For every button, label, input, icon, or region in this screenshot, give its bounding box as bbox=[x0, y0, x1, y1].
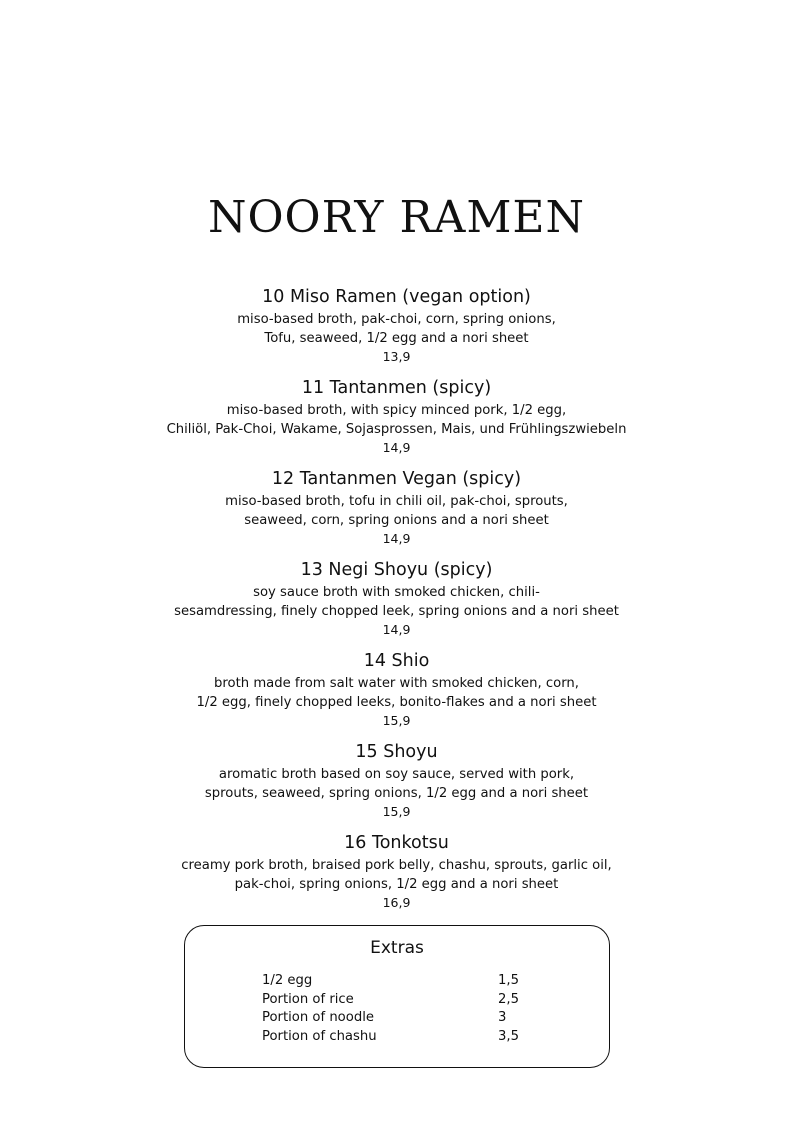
item-name: 13 Negi Shoyu (spicy) bbox=[300, 560, 493, 580]
extras-row bbox=[262, 1028, 542, 1047]
item-price: 14,9 bbox=[382, 622, 411, 637]
menu-item-tantanmen bbox=[0, 374, 793, 465]
item-description-line: 1/2 egg, finely chopped leeks, bonito-flakes and a nori sheet bbox=[196, 694, 597, 710]
item-description-line: pak-choi, spring onions, 1/2 egg and a nori sheet bbox=[234, 876, 559, 892]
item-description-line: sprouts, seaweed, spring onions, 1/2 egg and a nori sheet bbox=[204, 785, 589, 801]
menu-item-miso-ramen bbox=[0, 283, 793, 374]
extra-price: 1,5 bbox=[498, 973, 519, 988]
ramen-menu bbox=[0, 283, 793, 920]
extra-name: Portion of rice bbox=[262, 991, 354, 1007]
menu-item-tonkotsu bbox=[0, 829, 793, 920]
item-description-line: Chiliöl, Pak-Choi, Wakame, Sojasprossen, Mais, und Frühlingszwiebeln bbox=[166, 421, 627, 437]
extra-name: Portion of chashu bbox=[262, 1028, 377, 1044]
item-description-line: Tofu, seaweed, 1/2 egg and a nori sheet bbox=[264, 330, 529, 346]
extra-price: 3,5 bbox=[498, 1028, 519, 1044]
item-price: 13,9 bbox=[382, 349, 411, 364]
item-name: 15 Shoyu bbox=[355, 742, 438, 762]
item-description-line: sesamdressing, finely chopped leek, spring onions and a nori sheet bbox=[174, 603, 619, 619]
extras-box bbox=[184, 925, 610, 1068]
extras-title: Extras bbox=[370, 938, 424, 958]
extra-name: 1/2 egg bbox=[262, 973, 313, 988]
item-description-line: miso-based broth, with spicy minced pork, 1/2 egg, bbox=[226, 403, 567, 418]
item-price: 15,9 bbox=[382, 713, 411, 728]
item-description-line: aromatic broth based on soy sauce, served with pork, bbox=[218, 767, 575, 782]
item-description-line: creamy pork broth, braised pork belly, chashu, sprouts, garlic oil, bbox=[181, 858, 612, 873]
item-description-line: soy sauce broth with smoked chicken, chili- bbox=[253, 585, 540, 600]
extra-name: Portion of noodle bbox=[262, 1010, 374, 1025]
item-name: 14 Shio bbox=[363, 651, 430, 671]
item-name: 10 Miso Ramen (vegan option) bbox=[262, 287, 531, 307]
menu-item-tantanmen-vegan bbox=[0, 465, 793, 556]
item-price: 14,9 bbox=[382, 440, 411, 455]
item-description-line: seaweed, corn, spring onions and a nori sheet bbox=[244, 512, 549, 528]
item-description-line: miso-based broth, pak-choi, corn, spring onions, bbox=[237, 312, 556, 327]
extras-row bbox=[262, 1009, 542, 1028]
extra-price: 2,5 bbox=[498, 991, 519, 1007]
menu-item-negi-shoyu bbox=[0, 556, 793, 647]
extra-price: 3 bbox=[498, 1010, 507, 1025]
extras-row bbox=[262, 991, 542, 1010]
item-price: 16,9 bbox=[382, 895, 411, 910]
item-name: 16 Tonkotsu bbox=[344, 833, 449, 853]
item-price: 15,9 bbox=[382, 804, 411, 819]
extras-row bbox=[262, 972, 542, 991]
menu-title: NOORY RAMEN bbox=[207, 192, 586, 243]
item-description-line: miso-based broth, tofu in chili oil, pak-choi, sprouts, bbox=[225, 494, 568, 509]
item-name: 11 Tantanmen (spicy) bbox=[301, 378, 492, 398]
menu-item-shio bbox=[0, 647, 793, 738]
item-name: 12 Tantanmen Vegan (spicy) bbox=[271, 469, 522, 489]
menu-item-shoyu bbox=[0, 738, 793, 829]
item-description-line: broth made from salt water with smoked chicken, corn, bbox=[214, 676, 579, 691]
extras-table bbox=[262, 972, 542, 1046]
item-price: 14,9 bbox=[382, 531, 411, 546]
